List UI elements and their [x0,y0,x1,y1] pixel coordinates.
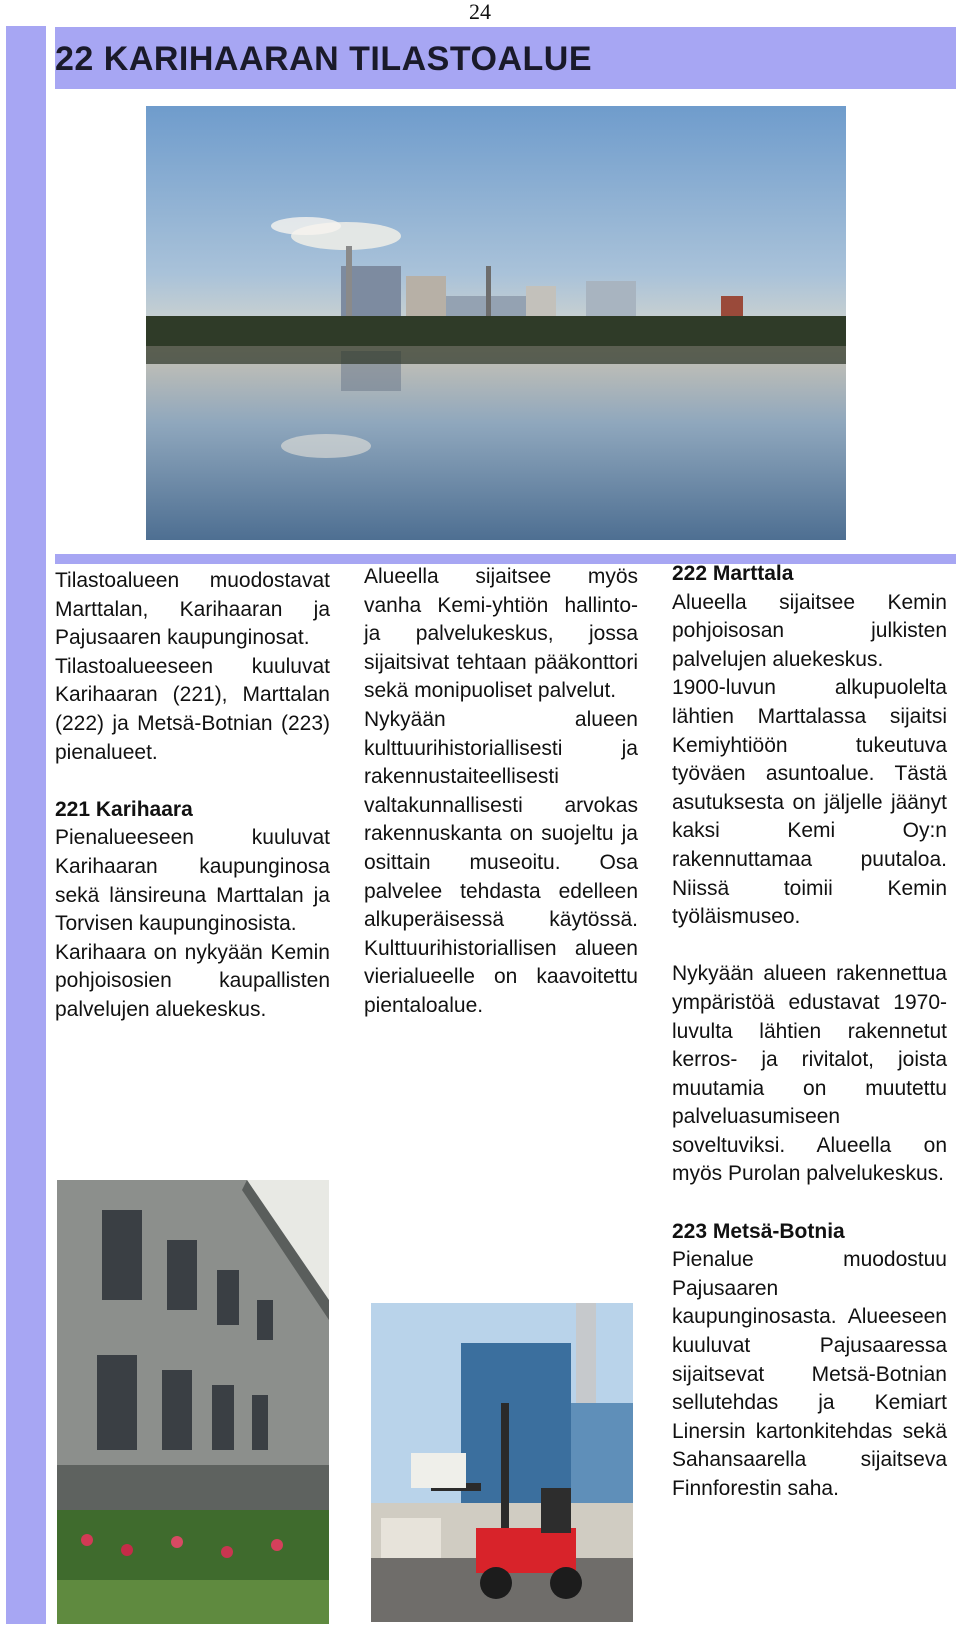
metsa-botnia-paragraph: Pienalue muodostuu Pajusaaren kaupunginosasta. Alueeseen kuuluvat Pajusaaressa sijaitsevat Metsä-Botnian sellutehdas ja Kemiart Linersin kartonkitehdas sekä Sahansaarella sijaitseva Finnforestin saha. [672,1248,947,1500]
marttala-paragraph-3: Nykyään alueen rakennettua ympäristöä edustavat 1970-luvulta lähtien rakennetut kerros- ja rivitalot, joista muutamia on muutettu palveluasumiseen soveltuviksi. Alueella on myös Purolan palvelukeskus. [672,962,947,1186]
heading-221-karihaara: 221 Karihaara [55,797,193,821]
hq-paragraph: Alueella sijaitsee myös vanha Kemi-yhtiön hallinto- ja palvelukeskus, jossa sijaitsivat tehtaan pääkonttori sekä monipuoliset palvelut. [364,565,638,703]
building-photo [57,1180,329,1624]
column-left [55,567,330,1025]
heading-222-marttala: 222 Marttala [672,562,794,585]
heading-223-metsa-botnia: 223 Metsä-Botnia [672,1219,845,1243]
page-number: 24 [469,0,491,24]
forklift-mill-photo [371,1303,633,1622]
page-title: 22 KARIHAARAN TILASTOALUE [55,40,593,78]
marttala-paragraph-2: 1900-luvun alkupuolelta lähtien Marttalassa sijaitsi Kemiyhtiöön tukeutuva työväen asuntoalue. Tästä asutuksesta on jäljelle jäänyt kaksi Kemi Oy:n rakennuttamaa puutaloa. Niissä toimii Kemin työläismuseo. [672,676,947,929]
karihaara-paragraph-2: Karihaara on nykyään Kemin pohjoisosien kaupallisten palvelujen aluekeskus. [55,940,330,1021]
intro-paragraph-2: Tilastoalueeseen kuuluvat Karihaaran (221), Marttalan (222) ja Metsä-Botnian (223) pienalueet. [55,654,330,764]
column-right [672,560,947,1504]
heritage-paragraph: Nykyään alueen kulttuurihistoriallisesti ja rakennustaiteellisesti valtakunnallisesti arvokas rakennuskanta on suojeltu ja osittain museoitu. Osa palvelee tehdasta edelleen alkuperäisessä käytössä. Kulttuurihistoriallisen alueen vierialueelle on kaavoitettu pientaloalue. [364,707,638,1017]
intro-paragraph-1: Tilastoalueen muodostavat Marttalan, Karihaaran ja Pajusaaren kaupunginosat. [55,569,330,650]
factory-lake-photo [146,106,846,540]
karihaara-paragraph-1: Pienalueeseen kuuluvat Karihaaran kaupunginosa sekä länsireuna Marttalan ja Torvisen kaupunginosista. [55,826,330,936]
side-accent-bar [6,26,46,1624]
column-middle [364,563,638,1021]
marttala-paragraph-1: Alueella sijaitsee Kemin pohjoisosan julkisten palvelujen aluekeskus. [672,590,947,671]
